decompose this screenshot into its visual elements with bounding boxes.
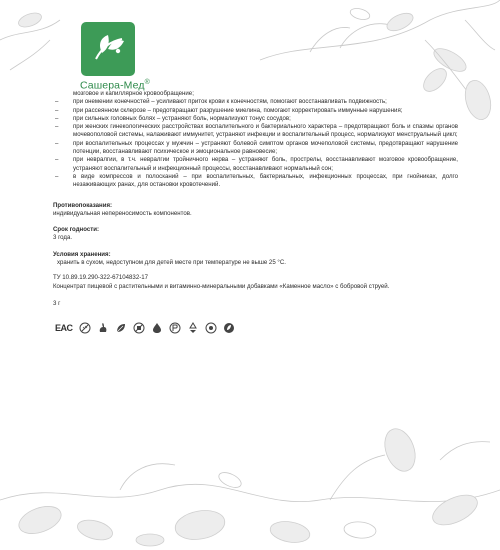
storage-title: Условия хранения:	[53, 250, 111, 258]
registered-mark: ®	[144, 79, 150, 86]
list-item: – при рассеянном склерозе – предотвращают разрушение миелина, помогают корректировать иммунные нарушения;	[53, 107, 458, 115]
brand-name-text: Сашера-Мед	[80, 79, 145, 92]
no-preservatives-icon	[169, 322, 181, 334]
product-type-description: Концентрат пищевой с растительными и витаминно-минеральными добавками «Каменное масло» с бобровой струей.	[53, 282, 390, 290]
rabbit-icon	[97, 322, 109, 334]
spec-section	[53, 274, 458, 291]
no-dyes-icon	[205, 322, 217, 334]
contraindications-section	[53, 202, 458, 219]
recycle-icon	[187, 322, 199, 334]
storage-section	[53, 251, 458, 268]
product-description	[53, 90, 458, 334]
shelf-life-section	[53, 226, 458, 243]
contraindications-text: индивидуальная непереносимость компонентов.	[53, 209, 192, 217]
list-item: – в виде компрессов и полосканий – при воспалительных, бактериальных, инфекционных процессах, при гнойниках, долго незаживающих ранах, для остановки кровотечений.	[53, 173, 458, 190]
indications-list	[53, 98, 458, 189]
eco-drop-icon	[151, 322, 163, 334]
list-item: – при воспалительных процессах у мужчин – устраняют болевой симптом органов мочеполовой системы, предотвращают нарушение потенции, восстанавливают психическое и эмоциональное равновесие;	[53, 140, 458, 157]
natural-icon	[223, 322, 235, 334]
storage-text: хранить в сухом, недоступном для детей месте при температуре не выше 25 °С.	[57, 259, 286, 267]
tu-code: ТУ 10.89.19.290-322-67104832-17	[53, 274, 149, 282]
shelf-life-text: 3 года.	[53, 234, 73, 242]
shelf-life-title: Срок годности:	[53, 226, 100, 234]
no-gmo-icon	[79, 322, 91, 334]
vegan-leaf-icon	[115, 322, 127, 334]
leaf-logo-icon	[81, 22, 135, 76]
floral-decoration-bottom	[0, 420, 500, 550]
list-item: – при невралгии, в т.ч. невралгии тройничного нерва – устраняют боль, прострелы, восстанавливают мозговое кровообращение, устраняют воспалительный и инфекционный процессы, восстанавливают нормальный сон;	[53, 156, 458, 173]
certification-icons	[55, 322, 458, 334]
contraindications-title: Противопоказания:	[53, 201, 113, 209]
list-item: – при онемении конечностей – усиливают приток крови к конечностям, помогают восстанавливать подвижность;	[53, 98, 458, 106]
eac-icon: EAC	[55, 323, 73, 334]
net-weight: 3 г	[53, 299, 61, 307]
no-sugar-icon	[133, 322, 145, 334]
indications-intro: мозговое и капиллярное кровообращение;	[73, 90, 194, 97]
floral-decoration-top-left	[0, 0, 90, 100]
list-item: – при сильных головных болях – устраняют боль, нормализуют тонус сосудов;	[53, 115, 458, 123]
list-item: – при женских гинекологических расстройствах воспалительного и бактериального характера – предотвращают боль и спазмы органов мочевополовой системы, налаживают иммунитет, устраняют инфекции и воспалительный процесс, нормализуют менструальный цикл;	[53, 123, 458, 140]
